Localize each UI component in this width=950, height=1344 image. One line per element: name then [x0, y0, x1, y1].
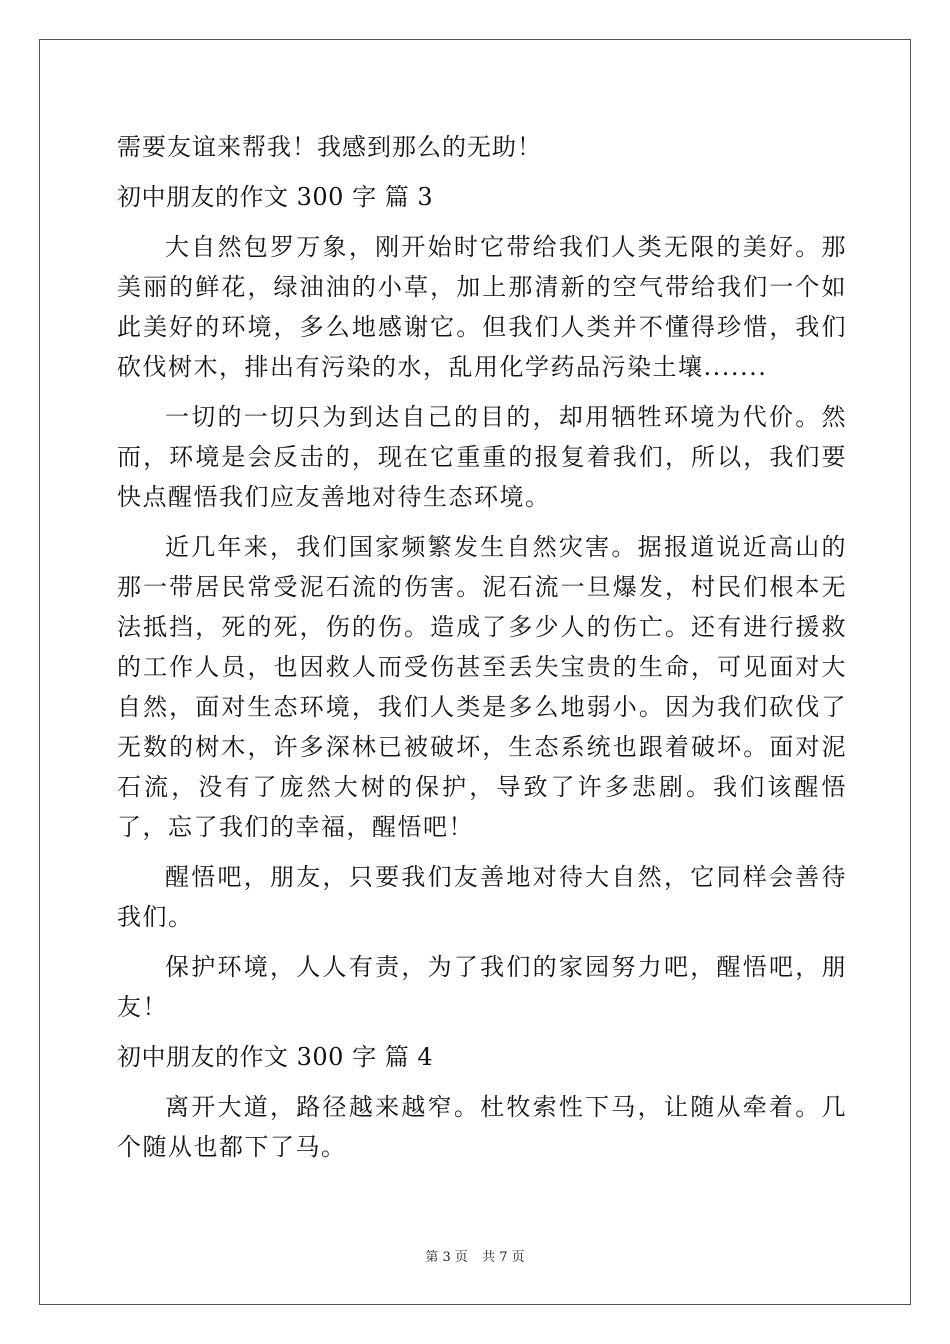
page-number: 第 3 页 — [425, 1250, 468, 1265]
paragraph: 保护环境，人人有责，为了我们的家园努力吧，醒悟吧，朋友！ — [117, 953, 847, 1021]
section-heading: 初中朋友的作文 300 字 篇 3 — [117, 183, 434, 211]
page-footer — [0, 1246, 950, 1265]
paragraph: 近几年来，我们国家频繁发生自然灾害。据报道说近高山的那一带居民常受泥石流的伤害。泥石流一旦爆发，村民们根本无法抵挡，死的死，伤的伤。造成了多少人的伤亡。还有进行援救的工作人员，也因救人而受伤甚至丢失宝贵的生命，可见面对大自然，面对生态环境，我们人类是多么地弱小。因为我们砍伐了无数的树木，许多深林已被破坏，生态系统也跟着破坏。面对泥石流，没有了庞然大树的保护，导致了许多悲剧。我们该醒悟了，忘了我们的幸福，醒悟吧！ — [117, 533, 847, 841]
paragraph: 离开大道，路径越来越窄。杜牧索性下马，让随从牵着。几个随从也都下了马。 — [117, 1093, 847, 1161]
paragraph: 醒悟吧，朋友，只要我们友善地对待大自然，它同样会善待我们。 — [117, 863, 847, 931]
page-total: 共 7 页 — [482, 1250, 525, 1265]
document-body — [117, 127, 847, 1167]
text-line: 需要友谊来帮我！我感到那么的无助！ — [117, 133, 542, 161]
paragraph: 大自然包罗万象，刚开始时它带给我们人类无限的美好。那美丽的鲜花，绿油油的小草，加上那清新的空气带给我们一个如此美好的环境，多么地感谢它。但我们人类并不懂得珍惜，我们砍伐树木，排出有污染的水，乱用化学药品污染土壤....... — [117, 233, 847, 381]
section-heading: 初中朋友的作文 300 字 篇 4 — [117, 1043, 434, 1071]
paragraph: 一切的一切只为到达自己的目的，却用牺牲环境为代价。然而，环境是会反击的，现在它重重的报复着我们，所以，我们要快点醒悟我们应友善地对待生态环境。 — [117, 403, 847, 511]
